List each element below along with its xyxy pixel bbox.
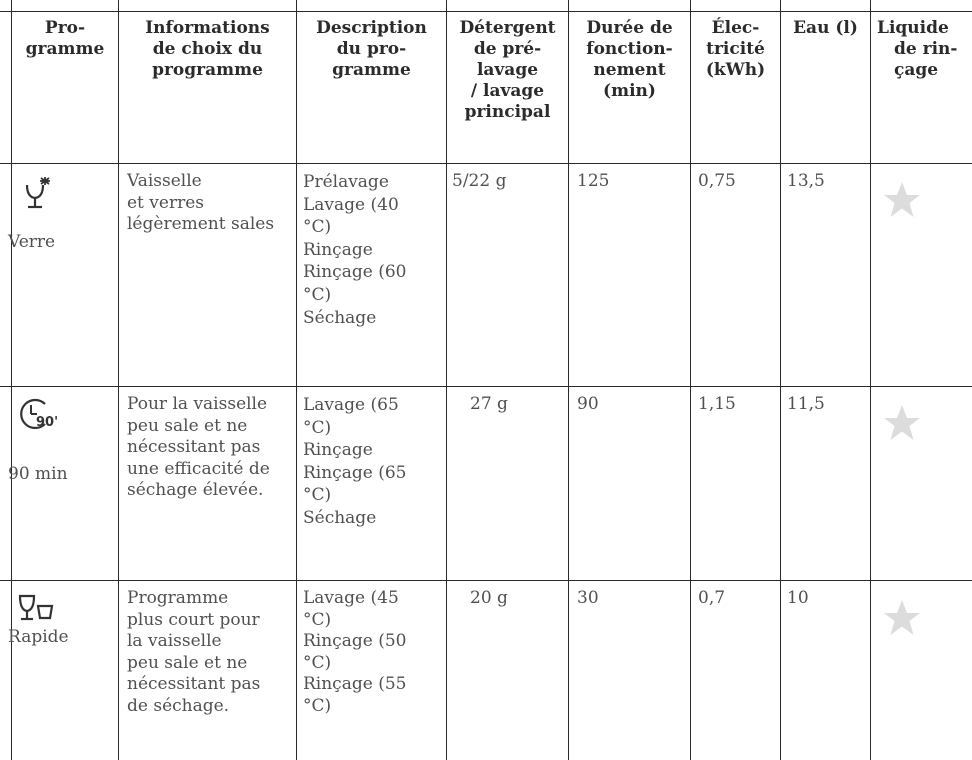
header-liquide: Liquide de rin- çage <box>877 18 958 80</box>
table-border <box>870 0 871 760</box>
header-electricite: Élec- tricité (kWh) <box>705 18 766 80</box>
program-choice-info: Programme plus court pour la vaisselle peu sale et ne nécessitant pas de séchage. <box>127 588 261 716</box>
duration-value: 90 <box>577 394 599 414</box>
table-border <box>780 0 781 760</box>
water-value: 10 <box>787 588 809 608</box>
detergent-value: 27 g <box>470 394 508 414</box>
program-description: Lavage (65 °C) Rinçage Rinçage (65 °C) Séchage <box>303 395 407 528</box>
clock-90-program-icon <box>14 394 58 434</box>
header-programme: Pro- gramme <box>25 18 105 59</box>
electricity-value: 0,75 <box>698 171 736 191</box>
star-icon <box>882 598 922 638</box>
table-border <box>0 163 972 164</box>
rapid-glass-cup-program-icon <box>14 588 58 628</box>
duration-value: 125 <box>577 171 610 191</box>
header-choix: Informations de choix du programme <box>145 18 270 80</box>
header-description: Description du pro- gramme <box>316 18 427 80</box>
program-name: 90 min <box>8 464 68 484</box>
program-description: Prélavage Lavage (40 °C) Rinçage Rinçage (60 °C) Séchage <box>303 172 407 328</box>
program-choice-info: Vaisselle et verres légèrement sales <box>127 171 275 234</box>
table-border <box>568 0 569 760</box>
star-icon <box>882 180 922 220</box>
duration-value: 30 <box>577 588 599 608</box>
electricity-value: 0,7 <box>698 588 726 608</box>
table-border <box>0 11 972 12</box>
glass-program-icon <box>14 173 58 213</box>
table-border <box>690 0 691 760</box>
detergent-value: 5/22 g <box>452 171 507 191</box>
detergent-value: 20 g <box>470 588 508 608</box>
program-description: Lavage (45 °C) Rinçage (50 °C) Rinçage (55 °C) <box>303 588 407 716</box>
program-choice-info: Pour la vaisselle peu sale et ne nécessitant pas une efficacité de séchage élevée. <box>127 394 270 500</box>
program-name: Verre <box>8 232 56 252</box>
water-value: 13,5 <box>787 171 825 191</box>
table-border <box>0 580 972 581</box>
header-eau: Eau (l) <box>793 18 858 38</box>
svg-text:90': 90' <box>36 415 58 430</box>
header-detergent: Détergent de pré- lavage / lavage principal <box>459 18 556 122</box>
table-border <box>296 0 297 760</box>
program-name: Rapide <box>8 627 69 647</box>
water-value: 11,5 <box>787 394 825 414</box>
table-border <box>0 386 972 387</box>
table-border <box>118 0 119 760</box>
header-duree: Durée de fonction- nement (min) <box>586 18 673 101</box>
star-icon <box>882 403 922 443</box>
electricity-value: 1,15 <box>698 394 736 414</box>
